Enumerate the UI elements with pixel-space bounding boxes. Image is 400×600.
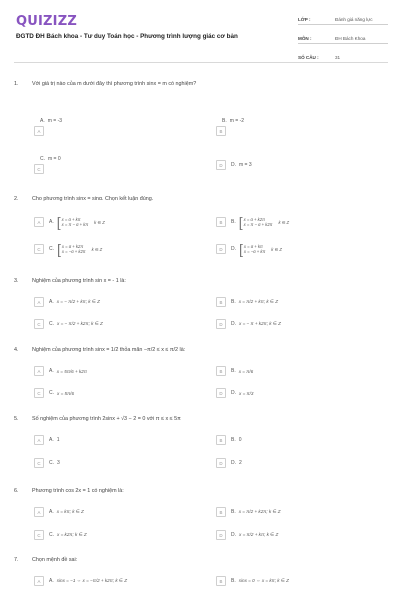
option-letter-box[interactable]: B <box>216 126 226 136</box>
question-6 <box>14 487 388 538</box>
option-text: x = π/2 + kπ; k ∈ Z <box>238 299 278 304</box>
option-a[interactable] <box>34 215 105 229</box>
question-header <box>14 195 388 203</box>
option-c[interactable] <box>34 319 103 329</box>
option-label: B. <box>231 578 236 584</box>
option-label: C. <box>49 246 54 252</box>
option-letter-box[interactable]: B <box>216 507 226 517</box>
option-a[interactable] <box>34 366 87 376</box>
question-header <box>14 277 388 285</box>
equation-system <box>239 215 289 229</box>
equation-line: x = α + kπ <box>61 216 81 222</box>
option-label: A. <box>49 578 54 584</box>
option-text: x = 5π/6 <box>57 390 74 396</box>
option-a[interactable] <box>34 576 127 586</box>
option-a[interactable] <box>34 297 100 307</box>
option-d[interactable] <box>216 319 281 329</box>
option-label: C. <box>49 460 54 466</box>
option-label: B. <box>231 368 236 374</box>
question-header <box>14 80 388 88</box>
question-1 <box>14 80 388 172</box>
option-label: A. <box>49 509 54 515</box>
option-letter-box[interactable]: B <box>216 297 226 307</box>
option-label: A. <box>49 299 54 305</box>
question-number: 2. <box>14 196 19 202</box>
option-text: x = π/6 <box>238 368 254 374</box>
equation-line: x = α + k2π <box>243 216 265 222</box>
option-text: 1 <box>56 437 60 443</box>
header-divider <box>14 62 388 63</box>
equation-line: x = −α + kπ <box>243 249 266 254</box>
option-d[interactable] <box>216 388 253 398</box>
option-d[interactable] <box>216 458 242 468</box>
equation-lines <box>62 217 89 228</box>
question-header <box>14 346 388 354</box>
brace-glyph: [ <box>56 214 61 230</box>
option-text: 2 <box>239 460 242 466</box>
option-label: B. <box>231 219 236 225</box>
question-header <box>14 487 388 495</box>
option-label: D. <box>231 390 236 396</box>
option-c[interactable] <box>34 388 74 398</box>
option-b[interactable] <box>216 366 253 376</box>
option-letter-box[interactable]: A <box>34 126 44 136</box>
option-text: x = π/3 <box>239 390 254 396</box>
option-label: A. <box>40 118 45 124</box>
equation-line: x = π − α + kπ <box>61 222 89 227</box>
option-letter-box[interactable]: A <box>34 576 44 586</box>
question-2 <box>14 195 388 257</box>
option-label: D. <box>231 460 236 466</box>
question-text: Cho phương trình sinx = sinα. Chọn kết luận đúng. <box>32 196 154 202</box>
option-label: D. <box>231 321 236 327</box>
question-3 <box>14 277 388 327</box>
question-text: Phương trình cos 2x = 1 có nghiệm là: <box>32 488 124 494</box>
question-text: Nghiệm của phương trình sin x = - 1 là: <box>32 278 126 284</box>
meta-value: Đánh giá năng lực <box>335 17 373 22</box>
equation-system <box>239 242 282 256</box>
option-b[interactable] <box>216 297 278 307</box>
option-text: x = − π/2 + k2π; k ∈ Z <box>57 321 103 326</box>
equation-line: x = α + k2π <box>61 243 84 249</box>
quizizz-logo: QUIZIZZ <box>16 14 77 29</box>
equation-lines <box>62 244 86 255</box>
option-label: B. <box>222 118 227 124</box>
question-number: 6. <box>14 488 19 494</box>
option-letter-box[interactable]: A <box>34 366 44 376</box>
option-d[interactable] <box>216 160 252 170</box>
option-letter-box[interactable]: C <box>34 319 44 329</box>
equation-condition: k ∈ Z <box>278 219 290 225</box>
document-title: ĐGTD ĐH Bách khoa - Tư duy Toán học - Phương trình lượng giác cơ bản <box>16 33 238 40</box>
option-b[interactable] <box>216 114 244 136</box>
option-letter-box[interactable]: D <box>216 530 226 540</box>
option-text: x = 5π/6 + k2π <box>56 368 87 374</box>
option-text: x = π/2 + kπ; k ∈ Z <box>239 532 279 537</box>
question-number: 4. <box>14 347 19 353</box>
option-letter-box[interactable]: A <box>34 217 44 227</box>
option-text: x = k2π; k ∈ Z <box>57 532 87 537</box>
equation-lines <box>244 217 273 228</box>
question-text: Chọn mệnh đề sai: <box>32 557 78 563</box>
option-label: A. <box>49 219 54 225</box>
option-label: B. <box>231 299 236 305</box>
brace-glyph: [ <box>239 241 243 257</box>
option-letter-box[interactable]: C <box>34 244 44 254</box>
meta-key: MÔN : <box>298 36 312 41</box>
option-text: sinx = −1 ⇔ x = −π/2 + k2π; k ∈ Z <box>56 578 128 583</box>
option-c[interactable] <box>34 242 102 256</box>
option-b[interactable] <box>216 576 289 586</box>
option-letter-box[interactable]: D <box>216 160 226 170</box>
meta-class-row <box>298 15 388 25</box>
equation-line: x = −α + k2π <box>61 249 86 254</box>
header-meta <box>298 15 388 63</box>
question-5 <box>14 415 388 466</box>
option-text: 0 <box>238 437 242 443</box>
question-text: Với giá trị nào của m dưới đây thì phương trình sinx = m có nghiệm? <box>32 81 197 87</box>
option-text: m = 3 <box>239 162 252 168</box>
option-letter-box[interactable]: C <box>34 388 44 398</box>
question-header <box>14 556 388 564</box>
question-4 <box>14 346 388 396</box>
option-label: A. <box>49 368 54 374</box>
option-c[interactable] <box>34 530 87 540</box>
option-label: A. <box>49 437 54 443</box>
option-letter-box[interactable]: B <box>216 435 226 445</box>
option-text: m = 0 <box>48 156 61 162</box>
option-letter-box[interactable]: D <box>216 388 226 398</box>
option-letter-box[interactable]: C <box>34 164 44 174</box>
option-label: D. <box>231 162 236 168</box>
question-number: 3. <box>14 278 19 284</box>
meta-value: ĐH Bách Khoa <box>335 36 366 41</box>
option-text: m = -2 <box>229 118 245 124</box>
option-text: x = − π/2 + kπ; k ∈ Z <box>56 299 100 304</box>
option-letter-box[interactable]: D <box>216 244 226 254</box>
option-letter-box[interactable]: A <box>34 435 44 445</box>
option-letter-box[interactable]: C <box>34 458 44 468</box>
option-label: C. <box>49 390 54 396</box>
option-label: C. <box>40 156 45 162</box>
question-text: Số nghiệm của phương trình 2sinx + √3 − 2 = 0 với π ≤ x ≤ 5π <box>32 416 181 422</box>
meta-key: LỚP : <box>298 17 311 22</box>
option-a[interactable] <box>34 435 60 445</box>
option-label: C. <box>49 532 54 538</box>
option-c[interactable] <box>34 152 61 174</box>
option-d[interactable] <box>216 530 278 540</box>
equation-condition: k ∈ Z <box>91 246 103 252</box>
equation-condition: k ∈ Z <box>271 246 282 252</box>
option-letter-box[interactable]: B <box>216 217 226 227</box>
option-letter-box[interactable]: D <box>216 319 226 329</box>
option-b[interactable] <box>216 435 242 445</box>
question-text: Nghiệm của phương trình sinx = 1/2 thỏa mãn −π/2 ≤ x ≤ π/2 là: <box>32 347 186 353</box>
equation-line: x = π − α + k2π <box>243 222 273 227</box>
option-c[interactable] <box>34 458 60 468</box>
question-number: 1. <box>14 81 19 87</box>
option-b[interactable] <box>216 215 289 229</box>
option-letter-box[interactable]: B <box>216 576 226 586</box>
meta-subject-row <box>298 34 388 44</box>
question-header <box>14 415 388 423</box>
option-d[interactable] <box>216 242 282 256</box>
option-text: x = − π + k2π; k ∈ Z <box>239 321 281 326</box>
option-label: C. <box>49 321 54 327</box>
option-letter-box[interactable]: B <box>216 366 226 376</box>
option-label: B. <box>231 437 236 443</box>
option-text: x = kπ; k ∈ Z <box>56 509 84 514</box>
meta-value: 31 <box>335 55 341 60</box>
option-text: x = π/2 + k2π; k ∈ Z <box>238 509 281 514</box>
option-text: 3 <box>57 460 60 466</box>
option-letter-box[interactable]: D <box>216 458 226 468</box>
question-7 <box>14 556 388 584</box>
equation-line: x = α + kπ <box>243 243 263 249</box>
option-label: D. <box>231 532 236 538</box>
option-text: m = -3 <box>47 118 63 124</box>
option-label: B. <box>231 509 236 515</box>
equation-lines <box>244 244 265 255</box>
option-b[interactable] <box>216 507 281 517</box>
option-a[interactable] <box>34 507 84 517</box>
option-a[interactable] <box>34 114 62 136</box>
meta-key: SỐ CÂU : <box>298 55 319 60</box>
equation-system <box>57 215 105 229</box>
option-label: D. <box>231 246 236 252</box>
option-letter-box[interactable]: C <box>34 530 44 540</box>
equation-system <box>57 242 102 256</box>
brace-glyph: [ <box>238 214 243 230</box>
option-text: sinx = 0 ⇔ x = kπ; k ∈ Z <box>238 578 289 583</box>
question-number: 7. <box>14 557 19 563</box>
equation-condition: k ∈ Z <box>94 219 105 225</box>
question-number: 5. <box>14 416 19 422</box>
option-letter-box[interactable]: A <box>34 297 44 307</box>
option-letter-box[interactable]: A <box>34 507 44 517</box>
brace-glyph: [ <box>57 241 61 257</box>
